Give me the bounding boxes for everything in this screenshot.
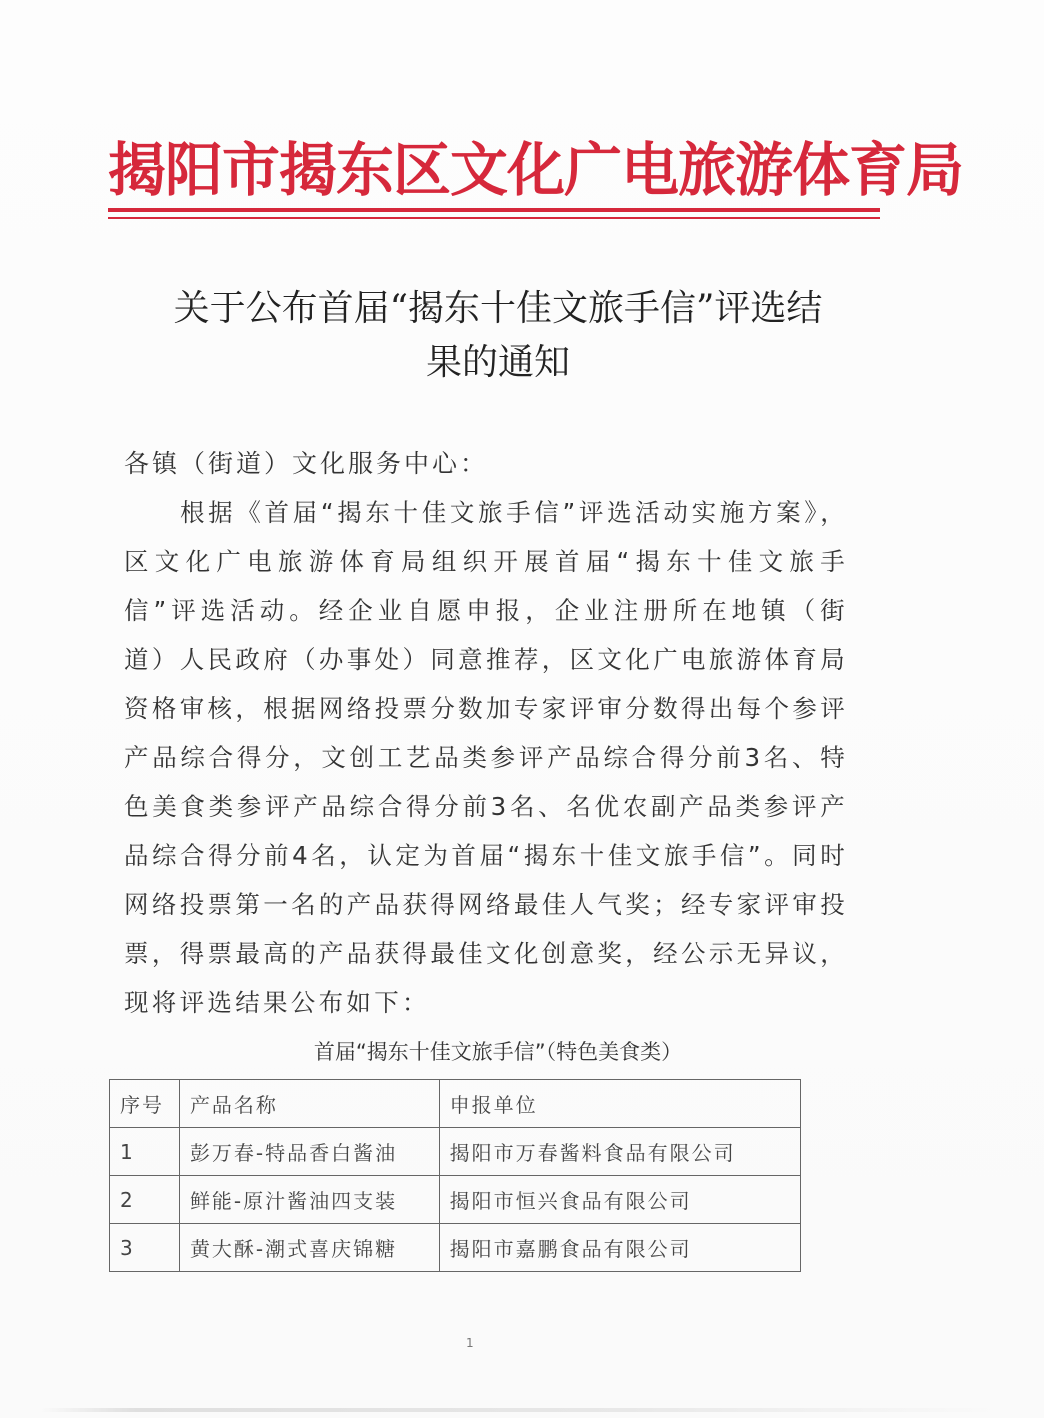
organization-header: 揭阳市揭东区文化广电旅游体育局 [108, 136, 964, 204]
row-product-name: 黄大酥-潮式喜庆锦糖 [179, 1224, 439, 1272]
row-applicant: 揭阳市嘉鹏食品有限公司 [439, 1224, 800, 1272]
salutation: 各镇（街道）文化服务中心： [124, 449, 489, 478]
header-red-rule-thick [108, 208, 880, 212]
row-index: 1 [110, 1128, 180, 1176]
row-applicant: 揭阳市恒兴食品有限公司 [439, 1176, 800, 1224]
row-applicant: 揭阳市万春酱料食品有限公司 [439, 1128, 800, 1176]
row-product-name: 彭万春-特品香白酱油 [179, 1128, 439, 1176]
scan-edge-decoration [40, 1408, 1000, 1412]
results-table [109, 1079, 801, 1272]
page-number: 1 [466, 1336, 474, 1350]
table-row [110, 1176, 801, 1224]
body-paragraph: 根据《首届“揭东十佳文旅手信”评选活动实施方案》，区文化广电旅游体育局组织开展首届“揭东十佳文旅手信”评选活动。经企业自愿申报，企业注册所在地镇（街道）人民政府（办事处）同意推荐，区文化广电旅游体育局资格审核，根据网络投票分数加专家评审分数得出每个参评产品综合得分，文创工艺品类参评产品综合得分前3名、特色美食类参评产品综合得分前3名、名优农副产品类参评产品综合得分前4名，认定为首届“揭东十佳文旅手信”。同时网络投票第一名的产品获得网络最佳人气奖；经专家评审投票，得票最高的产品获得最佳文化创意奖，经公示无异议，现将评选结果公布如下： [124, 498, 848, 1017]
row-product-name: 鲜能-原汁酱油四支装 [179, 1176, 439, 1224]
table-row [110, 1128, 801, 1176]
title-line-2: 果的通知 [425, 342, 570, 383]
row-index: 2 [110, 1176, 180, 1224]
document-title [108, 282, 888, 390]
table-header-row [110, 1080, 801, 1128]
header-applicant: 申报单位 [439, 1080, 800, 1128]
title-line-1: 关于公布首届“揭东十佳文旅手信”评选结 [173, 288, 823, 329]
table-row [110, 1224, 801, 1272]
header-red-rule-thin [108, 217, 880, 219]
row-index: 3 [110, 1224, 180, 1272]
header-index: 序号 [110, 1080, 180, 1128]
table-caption: 首届“揭东十佳文旅手信”（特色美食类） [313, 1040, 683, 1064]
header-product-name: 产品名称 [179, 1080, 439, 1128]
